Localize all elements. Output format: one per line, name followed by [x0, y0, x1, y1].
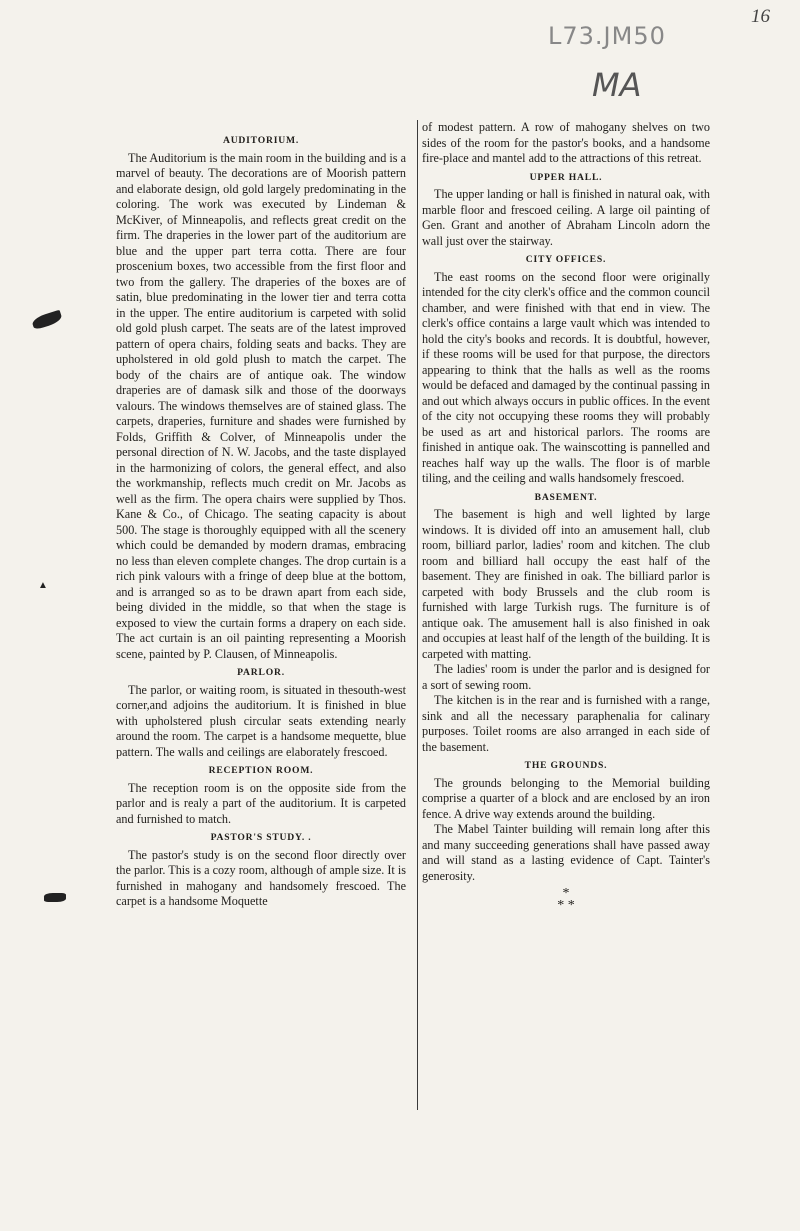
ink-blot-mark [31, 310, 63, 331]
paragraph-grounds: The grounds belonging to the Memorial building comprise a quarter of a block and are enclosed by an iron fence. A drive way extends around the building. [422, 775, 710, 821]
paragraph-reception-room: The reception room is on the opposite side from the parlor and is realy a part of the auditorium. It is carpeted and furnished to match. [116, 780, 406, 826]
asterism-bottom: * * [557, 898, 575, 913]
section-heading-city-offices: CITY OFFICES. [525, 254, 607, 265]
section-heading-upper-hall: UPPER HALL. [529, 171, 603, 183]
paragraph-upper-hall: The upper landing or hall is finished in natural oak, with marble floor and frescoed ceiling. A large oil painting of Gen. Grant and another of Abraham Lincoln adorn the wall just over the stairway. [422, 187, 710, 248]
paragraph-auditorium: The Auditorium is the main room in the building and is a marvel of beauty. The decorations are of Moorish pattern and elaborate design, old gold largely predominating in the coloring. The work was executed by Lindeman & McKiver, of Minneapolis, and reflects great credit on the firm. The draperies in the lower part of the auditorium are blue and the upper part terra cotta. There are four proscenium boxes, two accessible from the first floor and two from the gallery. The draperies of the boxes are of satin, blue predominating in the lower tier and terra cotta in the upper. The entire auditorium is carpeted with solid old gold plush carpet. The seats are of the latest improved pattern of opera chairs, folding seats and backs. They are upholstered in old gold plush to match the carpet. The body of the chairs are of antique oak. The window draperies are of damask silk and those of the doorways valours. The windows themselves are of stained glass. The carpets, draperies, furniture and shades were furnished by Folds, Griffith & Colver, of Minneapolis under the personal direction of N. W. Jacobs, and the taste displayed in the harmonizing of colors, the general effect, and also the workmanship, reflects much credit on Mr. Jacobs as well as the firm. The opera chairs were supplied by Thos. Kane & Co., of Chicago. The seating capacity is about 500. The stage is thoroughly equipped with all the scenery which could be demanded by modern dramas, embracing no less than eleven complete changes. The drop curtain is a rich pink valours with a fringe of deep blue at the bottom, and is arranged so as to be drawn apart from each side, being divided in the middle, so that when the stage is exposed to view the curtain forms a drapery on each side. The act curtain is an oil painting representing a Moorish scene, painted by P. Clausen, of Minneapolis. [116, 150, 406, 661]
section-heading-parlor: PARLOR. [237, 667, 285, 678]
paragraph-closing: The Mabel Tainter building will remain long after this and many succeeding generations shall have passed away and will stand as a lasting evidence of Capt. Tainter's generosity. [422, 822, 710, 883]
paragraph-basement-kitchen: The kitchen is in the rear and is furnished with a range, sink and all the necessary paraphenalia for calinary purposes. Toilet rooms are also arranged in each side of the basement. [422, 693, 710, 754]
catalog-stamp: L73.JM50 [548, 22, 666, 50]
right-column [417, 120, 710, 1110]
paragraph-basement-ladies-room: The ladies' room is under the parlor and is designed for a sort of sewing room. [422, 662, 710, 692]
section-heading-grounds: THE GROUNDS. [524, 760, 608, 771]
page-number: 16 [751, 6, 770, 27]
paragraph-parlor: The parlor, or waiting room, is situated in thesouth-west corner,and adjoins the auditorium. It is finished in blue with upholstered plush circular seats extending nearly around the room. The carpet is a handsome mequette, blue pattern. The walls and ceilings are elaborately frescoed. [116, 682, 406, 759]
ink-blot-mark [44, 893, 66, 902]
paragraph-pastors-study-continued: of modest pattern. A row of mahogany shelves on two sides of the room for the pastor's books, and a handsome fire-place and mantel add to the attractions of this retreat. [422, 120, 710, 165]
section-heading-pastors-study: PASTOR'S STUDY. . [210, 832, 312, 843]
asterism-ornament [422, 888, 710, 912]
paragraph-pastors-study: The pastor's study is on the second floor directly over the parlor. This is a cozy room, although of ample size. It is furnished in mahogany and handsomely frescoed. The carpet is a handsome Moquette [116, 847, 406, 908]
triangle-mark-icon: ▲ [38, 580, 48, 591]
section-heading-basement: BASEMENT. [534, 491, 598, 503]
paragraph-basement: The basement is high and well lighted by large windows. It is divided off into an amusement hall, club room, billiard parlor, ladies' room and kitchen. The club room and billiard hall occupy the east half of the basement. They are finished in oak. The billiard parlor is carpeted with body Brussels and the club room is furnished with large Turkish rugs. The furniture is of antique oak. The amusement hall is also finished in oak and occupies at least half of the length of the building. It is carpeted with matting. [422, 507, 710, 661]
section-heading-reception-room: RECEPTION ROOM. [208, 765, 314, 776]
section-heading-auditorium: AUDITORIUM. [222, 135, 300, 146]
catalog-initials: MA [592, 66, 642, 104]
left-column [116, 130, 406, 910]
paragraph-city-offices: The east rooms on the second floor were originally intended for the city clerk's office and the common council chamber, and were finished with that end in view. The clerk's office contains a large vault which was intended to hold the city's books and records. It is doubtful, however, if these rooms will be used for that purpose, the directors appearing to think that the halls as well as the rooms would be defaced and damaged by the continual passing in and out which always occurs in public offices. In the event of the city not occupying these rooms they will probably be used as art and historical parlors. The rooms are finished in antique oak. The wainscotting is pannelled and reaches half way up the walls. The floor is of marble tiling, and the ceiling and walls handsomely frescoed. [422, 269, 710, 485]
asterism-top: * [562, 886, 570, 901]
